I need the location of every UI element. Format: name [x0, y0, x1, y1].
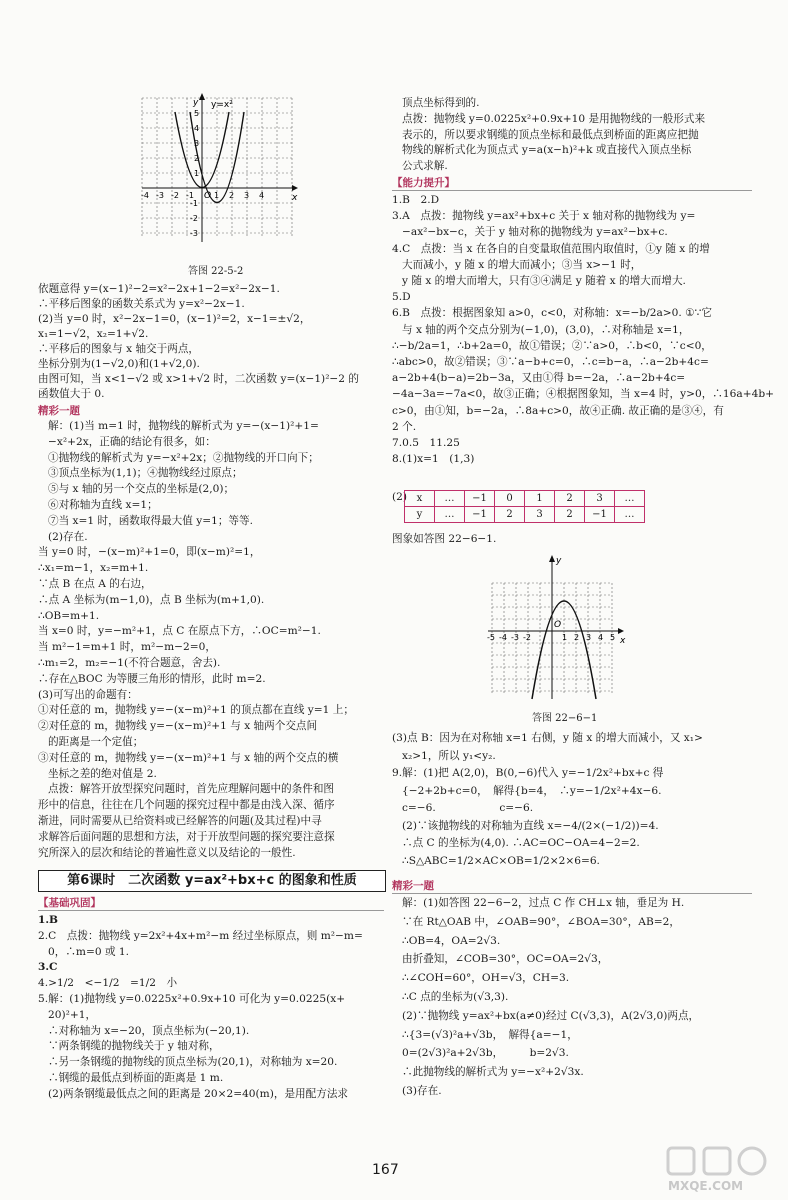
text-line: 1.B 2.D: [392, 194, 440, 206]
text-line: 函数值大于 0.: [38, 388, 105, 400]
text-line: 坐标之差的绝对值是 2.: [48, 767, 157, 780]
text-line: (2)两条钢缆最低点之间的距离是 20×2=40(m)，是用配方法求: [48, 1087, 349, 1100]
text-line: 6.B 点拨：根据图象知 a>0，c<0，对称轴：x=−b/2a>0. ①∵它: [392, 307, 712, 320]
text-line: ⑥对称轴为直线 x=1；: [48, 499, 158, 511]
watermark-text: MXQE.COM: [668, 1179, 744, 1193]
x-tick: 1: [214, 191, 220, 200]
x-tick: 4: [259, 191, 265, 200]
graph-22-5-2: [142, 96, 334, 256]
text-line: ∴C 点的坐标为(√3,3).: [402, 991, 509, 1003]
text-line: 1.B: [38, 914, 59, 926]
text-line: ∴∠COH=60°，OH=√3，CH=3.: [402, 972, 570, 985]
text-line: 5.D: [392, 291, 411, 304]
y-tick: 4: [194, 124, 200, 133]
x-tick: -4: [499, 633, 507, 642]
table-cell: 3: [525, 507, 555, 523]
x-tick: -5: [487, 633, 495, 642]
x-tick: -3: [156, 191, 164, 200]
text-line: 解：(1)如答图 22−6−2，过点 C 作 CH⊥x 轴，垂足为 H.: [402, 897, 685, 909]
table-cell: 2: [495, 507, 525, 523]
text-line: {−2+2b+c=0， 解得{b=4， ∴y=−1/2x²+4x−6.: [402, 784, 662, 797]
lesson-title: 第6课时 二次函数 y=ax²+bx+c 的图象和性质: [38, 870, 386, 892]
text-line: c=−6. c=−6.: [402, 802, 534, 814]
table-cell: 2: [555, 507, 585, 523]
text-line: a−2b+4(b−a)=2b−3a，又由①得 b=−2a，∴a−2b+4c=: [392, 372, 686, 385]
text-line: 依题意得 y=(x−1)²−2=x²−2x+1−2=x²−2x−1.: [38, 283, 280, 295]
text-line: 当 x=0 时，y=−m²+1，点 C 在原点下方，∴OC=m²−1.: [38, 625, 321, 638]
text-line: 解：(1)当 m=1 时，抛物线的解析式为 y=−(x−1)²+1=: [48, 420, 319, 432]
text-line: 究所深入的层次和结论的普遍性意义以及结论的一般性.: [38, 846, 296, 859]
table-cell: −1: [465, 491, 495, 507]
table-row: [405, 491, 645, 507]
text-line: 形中的信息，往往在几个问题的探究过程中都是由浅入深、循序: [38, 799, 335, 812]
text-line: (3)点 B：因为在对称轴 x=1 右侧，y 随 x 的增大而减小，又 x₁>: [392, 732, 703, 744]
text-line: 4.C 点拨：当 x 在各自的自变量取值范围内取值时，①y 随 x 的增: [392, 242, 710, 255]
text-line: 物线的解析式化为顶点式 y=a(x−h)²+k 或直接代入顶点坐标: [402, 144, 692, 157]
text-line: −4a−3a=−7a<0，故③正确；④根据图象知，当 x=4 时，y>0，∴16a+4b+: [392, 388, 774, 401]
text-line: 渐进，同时需要从已给资料或已经解答的问题(及其过程)中寻: [38, 815, 322, 827]
graph-intro: 图象如答图 22−6−1.: [392, 533, 497, 545]
y-tick: 3: [194, 139, 200, 148]
text-line: c>0，由①知，b=−2a，∴8a+c>0，故④正确. 故正确的是③④，有: [392, 404, 724, 417]
text-line: (2)∵抛物线 y=ax²+bx(a≠0)经过 C(√3,3)，A(2√3,0)两点，: [402, 1009, 700, 1022]
text-line: 0=(2√3)²a+2√3b， b=2√3.: [402, 1047, 569, 1060]
text-line: ∴存在△BOC 为等腰三角形的情形，此时 m=2.: [38, 672, 266, 685]
text-line: 9.解：(1)把 A(2,0)，B(0,−6)代入 y=−1/2x²+bx+c 得: [392, 767, 664, 779]
text-line: ∴OB=m+1.: [38, 609, 100, 622]
text-line: (3)可写出的命题有：: [38, 688, 138, 701]
y-axis-label: y: [556, 556, 562, 566]
text-line: −x²+2x，正确的结论有很多，如：: [48, 435, 216, 448]
x-tick: 1: [562, 633, 568, 642]
y-tick: -1: [190, 199, 198, 208]
table-cell: 3: [585, 491, 615, 507]
x-tick: -4: [141, 191, 149, 200]
text-line: ∴−b/2a=1，∴b+2a=0，故①错误；②∵a>0，∴b<0，∵c<0，: [392, 339, 712, 352]
y-axis-label: y: [193, 98, 199, 108]
x-tick: -1: [186, 191, 194, 200]
text-line: 5.解：(1)抛物线 y=0.0225x²+0.9x+10 可化为 y=0.0225(x+: [38, 993, 346, 1005]
text-line: 点拨：解答开放型探究问题时，首先应理解问题中的条件和图: [48, 783, 335, 796]
graph-22-6-1: [482, 553, 652, 703]
section-heading: 精彩一题: [392, 880, 434, 892]
text-line: 2 个.: [392, 420, 417, 433]
text-line: (2)当 y=0 时，x²−2x−1=0，(x−1)²=2，x−1=±√2，: [38, 313, 311, 325]
table-cell: 0: [495, 491, 525, 507]
text-line: y 随 x 的增大而增大，只有③④满足 y 随着 x 的增大而增大.: [402, 275, 686, 287]
section-rule: [38, 910, 384, 911]
table-row: [405, 507, 645, 523]
text-line: 与 x 轴的两个交点分别为(−1,0)，(3,0)，∴对称轴是 x=1，: [402, 323, 690, 336]
text-line: ∴点 C 的坐标为(4,0). ∴AC=OC−OA=4−2=2.: [402, 837, 640, 849]
value-table: [404, 490, 645, 523]
text-line: ∴此抛物线的解析式为 y=−x²+2√3x.: [402, 1066, 584, 1079]
table-cell: …: [615, 491, 645, 507]
watermark-logo: [664, 1146, 774, 1194]
y-tick: -3: [190, 229, 198, 238]
x-tick: 5: [610, 633, 616, 642]
text-line: 表示的，所以要求钢缆的顶点坐标和最低点到桥面的距离应把抛: [402, 128, 699, 141]
text-line: −ax²−bx−c，关于 y 轴对称的抛物线为 y=ax²−bx+c.: [402, 226, 668, 239]
text-line: 0，∴m=0 或 1.: [48, 945, 130, 958]
x-tick: -2: [523, 633, 531, 642]
x-tick: 2: [229, 191, 235, 200]
table-cell: …: [615, 507, 645, 523]
x-tick: 3: [586, 633, 592, 642]
table-cell: y: [405, 507, 435, 523]
text-line: ①对任意的 m，抛物线 y=−(x−m)²+1 的顶点都在直线 y=1 上；: [38, 704, 354, 717]
section-rule: [392, 893, 752, 894]
text-line: 4.>1/2 <−1/2 =1/2 小: [38, 977, 178, 990]
text-line: 3.C: [38, 961, 58, 974]
figure-caption: 答图 22−6−1: [532, 713, 598, 724]
x-tick: 3: [244, 191, 250, 200]
text-line: ⑤与 x 轴的另一个交点的坐标是(2,0)；: [48, 483, 235, 496]
table-cell: −1: [465, 507, 495, 523]
curve-label: y=x²: [211, 100, 233, 110]
page-number: 167: [372, 1162, 399, 1178]
origin-label: O: [554, 620, 562, 630]
text-line: 求解答后面问题的思想和方法，对于开放型问题的探究要注意探: [38, 830, 335, 843]
table-label: (2): [392, 491, 408, 503]
text-line: (2)存在.: [48, 530, 88, 543]
text-line: ③对任意的 m，抛物线 y=−(x−m)²+1 与 x 轴的两个交点的横: [38, 751, 339, 764]
text-line: 点拨：抛物线 y=0.0225x²+0.9x+10 是用抛物线的一般形式来: [402, 112, 706, 125]
text-line: 当 y=0 时，−(x−m)²+1=0，即(x−m)²=1，: [38, 546, 261, 559]
x-tick: -3: [511, 633, 519, 642]
table-cell: 1: [525, 491, 555, 507]
table-cell: 2: [555, 491, 585, 507]
text-line: ∴点 A 坐标为(m−1,0)，点 B 坐标为(m+1,0).: [38, 593, 265, 606]
text-line: ∴另一条钢缆的抛物线的顶点坐标为(20,1)，对称轴为 x=20.: [48, 1056, 338, 1069]
section-heading: 【基础巩固】: [38, 897, 101, 909]
text-line: 20)²+1，: [48, 1008, 97, 1021]
y-tick: -2: [190, 214, 198, 223]
text-line: 由折叠知，∠COB=30°，OC=OA=2√3，: [402, 953, 609, 966]
text-line: ⑦当 x=1 时，函数取得最大值 y=1；等等.: [48, 514, 253, 527]
x-tick: 2: [574, 633, 580, 642]
x-axis-label: x: [292, 193, 298, 203]
origin-label: O: [204, 191, 212, 201]
text-line: ∵两条钢缆的抛物线关于 y 轴对称，: [48, 1040, 220, 1053]
text-line: 2.C 点拨：抛物线 y=2x²+4x+m²−m 经过坐标原点，则 m²−m=: [38, 929, 363, 942]
text-line: ②对任意的 m，抛物线 y=−(x−m)²+1 与 x 轴两个交点间: [38, 720, 318, 733]
text-line: 大而减小，y 随 x 的增大而减小；③当 x>−1 时，: [402, 258, 642, 271]
text-line: ③顶点坐标为(1,1)；④抛物线经过原点；: [48, 467, 243, 480]
text-line: 8.(1)x=1 (1,3): [392, 453, 475, 466]
x-axis-label: x: [620, 636, 626, 646]
table-cell: …: [435, 507, 465, 523]
text-line: 3.A 点拨：抛物线 y=ax²+bx+c 关于 x 轴对称的抛物线为 y=: [392, 210, 696, 223]
text-line: ∴S△ABC=1/2×AC×OB=1/2×2×6=6.: [402, 854, 600, 867]
text-line: x₂>1，所以 y₁<y₂.: [402, 749, 496, 762]
text-line: ∵点 B 在点 A 的右边，: [38, 578, 152, 590]
section-heading: 精彩一题: [38, 405, 80, 417]
text-line: x₁=1−√2，x₂=1+√2.: [38, 328, 149, 340]
text-line: 当 m²−1=m+1 时，m²−m−2=0，: [38, 641, 217, 654]
section-rule: [392, 190, 752, 191]
text-line: ∴m₁=2，m₂=−1(不符合题意，舍去).: [38, 657, 221, 669]
text-line: 7.0.5 11.25: [392, 437, 460, 449]
x-tick: -2: [171, 191, 179, 200]
text-line: 由图可知，当 x<1−√2 或 x>1+√2 时，二次函数 y=(x−1)²−2 的: [38, 373, 360, 385]
y-tick: 2: [194, 154, 200, 163]
text-line: ①抛物线的解析式为 y=−x²+2x；②抛物线的开口向下；: [48, 451, 319, 464]
text-line: ∴平移后图象的函数关系式为 y=x²−2x−1.: [38, 298, 245, 310]
text-line: ∴平移后的图象与 x 轴交于两点，: [38, 343, 200, 355]
figure-caption: 答图 22-5-2: [188, 266, 244, 277]
text-line: ∴对称轴为 x=−20，顶点坐标为(−20,1).: [48, 1024, 250, 1037]
text-line: ∴OB=4，OA=2√3.: [402, 934, 501, 947]
text-line: 顶点坐标得到的.: [402, 97, 480, 109]
table-cell: x: [405, 491, 435, 507]
y-tick: 1: [194, 169, 200, 178]
table-cell: …: [435, 491, 465, 507]
text-line: (2)∵该抛物线的对称轴为直线 x=−4/(2×(−1/2))=4.: [402, 819, 659, 832]
section-heading: 【能力提升】: [392, 177, 455, 189]
text-line: ∵在 Rt△OAB 中，∠OAB=90°，∠BOA=30°，AB=2，: [402, 915, 680, 928]
text-line: 坐标分别为(1−√2,0)和(1+√2,0).: [38, 358, 200, 370]
table-cell: −1: [585, 507, 615, 523]
text-line: ∴x₁=m−1，x₂=m+1.: [38, 562, 149, 575]
text-line: ∴{3=(√3)²a+√3b， 解得{a=−1，: [402, 1028, 578, 1041]
text-line: ∴abc>0，故②错误；③∵a−b+c=0，∴c=b−a，∴a−2b+4c=: [392, 356, 709, 368]
text-line: 公式求解.: [402, 160, 448, 173]
text-line: (3)存在.: [402, 1085, 442, 1097]
text-line: ∴钢缆的最低点到桥面的距离是 1 m.: [48, 1072, 224, 1084]
text-line: 的距离是一个定值；: [48, 736, 144, 748]
y-tick: 5: [194, 109, 200, 118]
x-tick: 4: [598, 633, 604, 642]
